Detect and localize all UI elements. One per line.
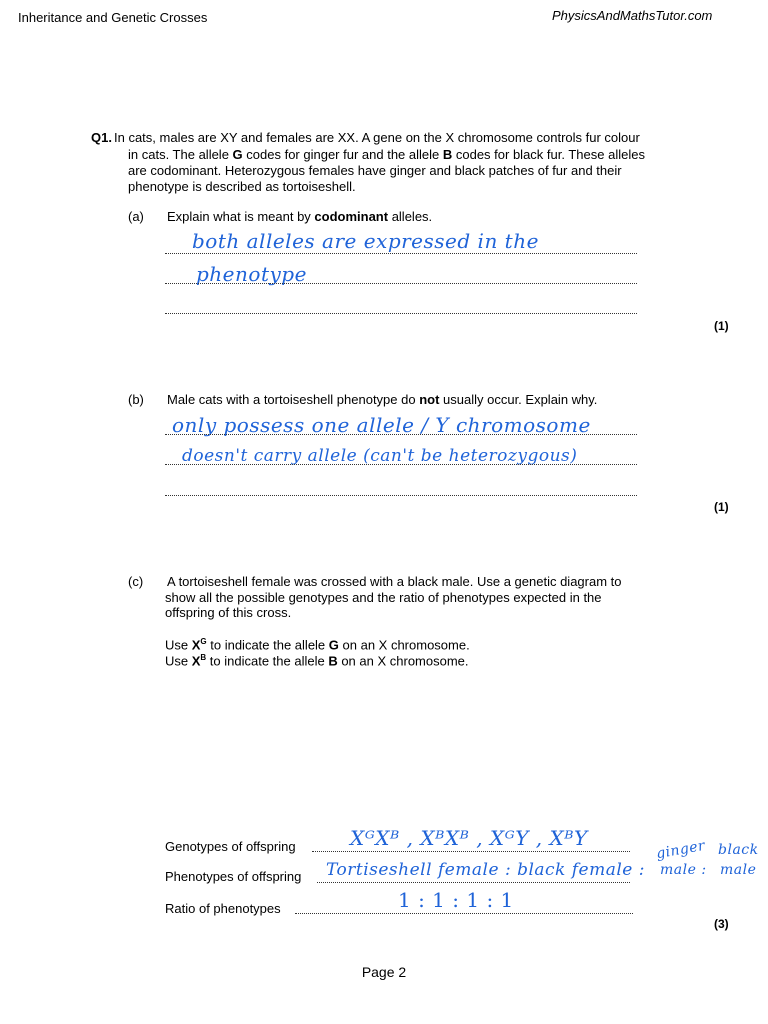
question-intro-line-1: In cats, males are XY and females are XX. A gene on the X chromosome controls fur colour [114,130,640,145]
allele-bold: B [328,653,338,669]
prompt-text: alleles. [388,209,433,224]
intro-text: codes for ginger fur and the allele [242,147,443,162]
page-number: Page 2 [361,964,407,980]
part-c-prompt-line-3: offspring of this cross. [165,605,292,620]
part-c-instruction-g [165,637,470,652]
allele-g-bold: G [232,147,243,162]
instruction-text: to indicate the allele [206,653,329,669]
question-intro-line-4: phenotype is described as tortoiseshell. [128,179,356,194]
x-chromosome-symbol: X [191,637,201,653]
genotypes-label: Genotypes of offspring [165,839,296,854]
part-c-prompt-line-2: show all the possible genotypes and the ratio of phenotypes expected in the [165,590,602,605]
prompt-bold: not [419,392,440,407]
part-a-marks: (1) [714,319,729,333]
instruction-text: on an X chromosome. [338,637,470,653]
part-b-label: (b) [128,392,144,407]
instruction-text: on an X chromosome. [337,653,469,669]
instruction-text: to indicate the allele [206,637,329,653]
x-chromosome-symbol: X [191,653,201,669]
answer-line [295,913,633,914]
answer-line [165,253,637,254]
prompt-text: Male cats with a tortoiseshell phenotype do [167,392,420,407]
part-c-marks: (3) [714,917,729,931]
answer-line [312,851,630,852]
part-a-answer-line-1: both alleles are expressed in the [192,229,539,253]
part-a-prompt [167,209,432,224]
ratio-answer: 1 : 1 : 1 : 1 [398,888,514,912]
question-number: Q1. [91,130,112,145]
phenotype-male-2: male [720,862,757,878]
site-name: PhysicsAndMathsTutor.com [552,8,713,23]
part-b-answer-line-2: doesn't carry allele (can't be heterozygous) [182,446,578,466]
intro-text: codes for black fur. These alleles [452,147,645,162]
allele-superscript: G [200,637,207,646]
phenotypes-answer: Tortiseshell female : black female : [326,860,646,880]
allele-superscript: B [200,653,207,662]
part-b-prompt [167,392,597,407]
part-b-answer-line-1: only possess one allele / Y chromosome [172,413,591,437]
prompt-text: Explain what is meant by [167,209,315,224]
answer-line [165,495,637,496]
phenotype-black: black [718,842,759,858]
genotypes-answer: XᴳXᴮ , XᴮXᴮ , XᴳY , XᴮY [350,826,588,850]
question-intro-line-2 [128,147,645,162]
prompt-bold: codominant [314,209,389,224]
answer-line [165,434,637,435]
part-c-instruction-b [165,653,469,668]
phenotype-ginger: ginger [654,837,707,863]
part-c-prompt-line-1: A tortoiseshell female was crossed with a black male. Use a genetic diagram to [167,574,622,589]
phenotype-male-1: male : [660,862,707,878]
part-c-label: (c) [128,574,144,589]
intro-text: in cats. The allele [128,147,233,162]
instruction-text: Use [165,637,192,653]
instruction-text: Use [165,653,192,669]
phenotypes-label: Phenotypes of offspring [165,869,302,884]
answer-line [317,882,630,883]
answer-line [165,313,637,314]
question-intro-line-3: are codominant. Heterozygous females have ginger and black patches of fur and their [128,163,622,178]
answer-line [165,464,637,465]
document-title: Inheritance and Genetic Crosses [18,10,208,25]
prompt-text: usually occur. Explain why. [439,392,598,407]
ratio-label: Ratio of phenotypes [165,901,281,916]
part-a-answer-line-2: phenotype [196,262,307,286]
answer-line [165,283,637,284]
part-a-label: (a) [128,209,144,224]
allele-bold: G [328,637,339,653]
allele-b-bold: B [442,147,453,162]
part-b-marks: (1) [714,500,729,514]
